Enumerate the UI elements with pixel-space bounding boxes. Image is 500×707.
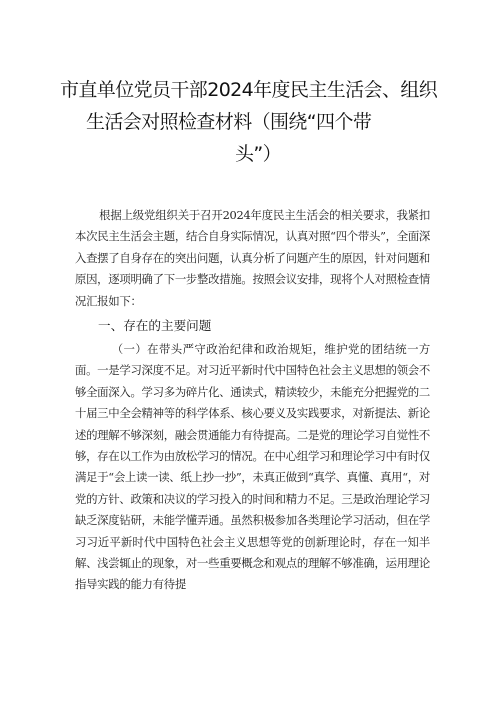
section-1-heading: 一、存在的主要问题 — [98, 318, 212, 333]
section-1-paragraph — [75, 339, 430, 596]
title-line-3: 头”） — [235, 143, 282, 165]
title-line-1: 市直单位党员干部2024年度民主生活会、组织 — [60, 79, 438, 101]
intro-text: 根据上级党组织关于召开2024年度民主生活会的相关要求，我紧扣本次民主生活会主题，结合自身实际情况，认真对照“四个带头”，全面深入查摆了自身存在的突出问题，认真分析了问题产生的原因，针对问题和原因，逐项明确了下一步整改措施。按照会议安排，现将个人对照检查情况汇报如下： — [75, 208, 430, 308]
section-1-text: （一）在带头严守政治纪律和政治规矩，维护党的团结统一方面。一是学习深度不足。对习近平新时代中国特色社会主义思想的领会不够全面深入。学习多为碎片化、通读式，精读较少，未能充分把握党的二十届三中全会精神等的科学体系、核心要义及实践要求，对新提法、新论述的理解不够深刻，融会贯通能力有待提高。二是党的理论学习自觉性不够，存在以工作为由放松学习的情况。在中心组学习和理论学习中有时仅满足于“会上读一读、纸上抄一抄”，未真正做到“真学、真懂、真用“，对党的方针、政策和决议的学习投入的时间和精力不足。三是政治理论学习缺乏深度钻研，未能学懂弄通。虽然积极参加各类理论学习活动，但在学习习近平新时代中国特色社会主义思想等党的创新理论时，存在一知半解、浅尝辄止的现象，对一些重要概念和观点的理解不够准确，运用理论指导实践的能力有待提 — [75, 342, 430, 592]
document-title — [60, 74, 440, 170]
title-line-2: 生活会对照检查材料（围绕“四个带 — [86, 111, 372, 133]
intro-paragraph — [75, 205, 430, 312]
